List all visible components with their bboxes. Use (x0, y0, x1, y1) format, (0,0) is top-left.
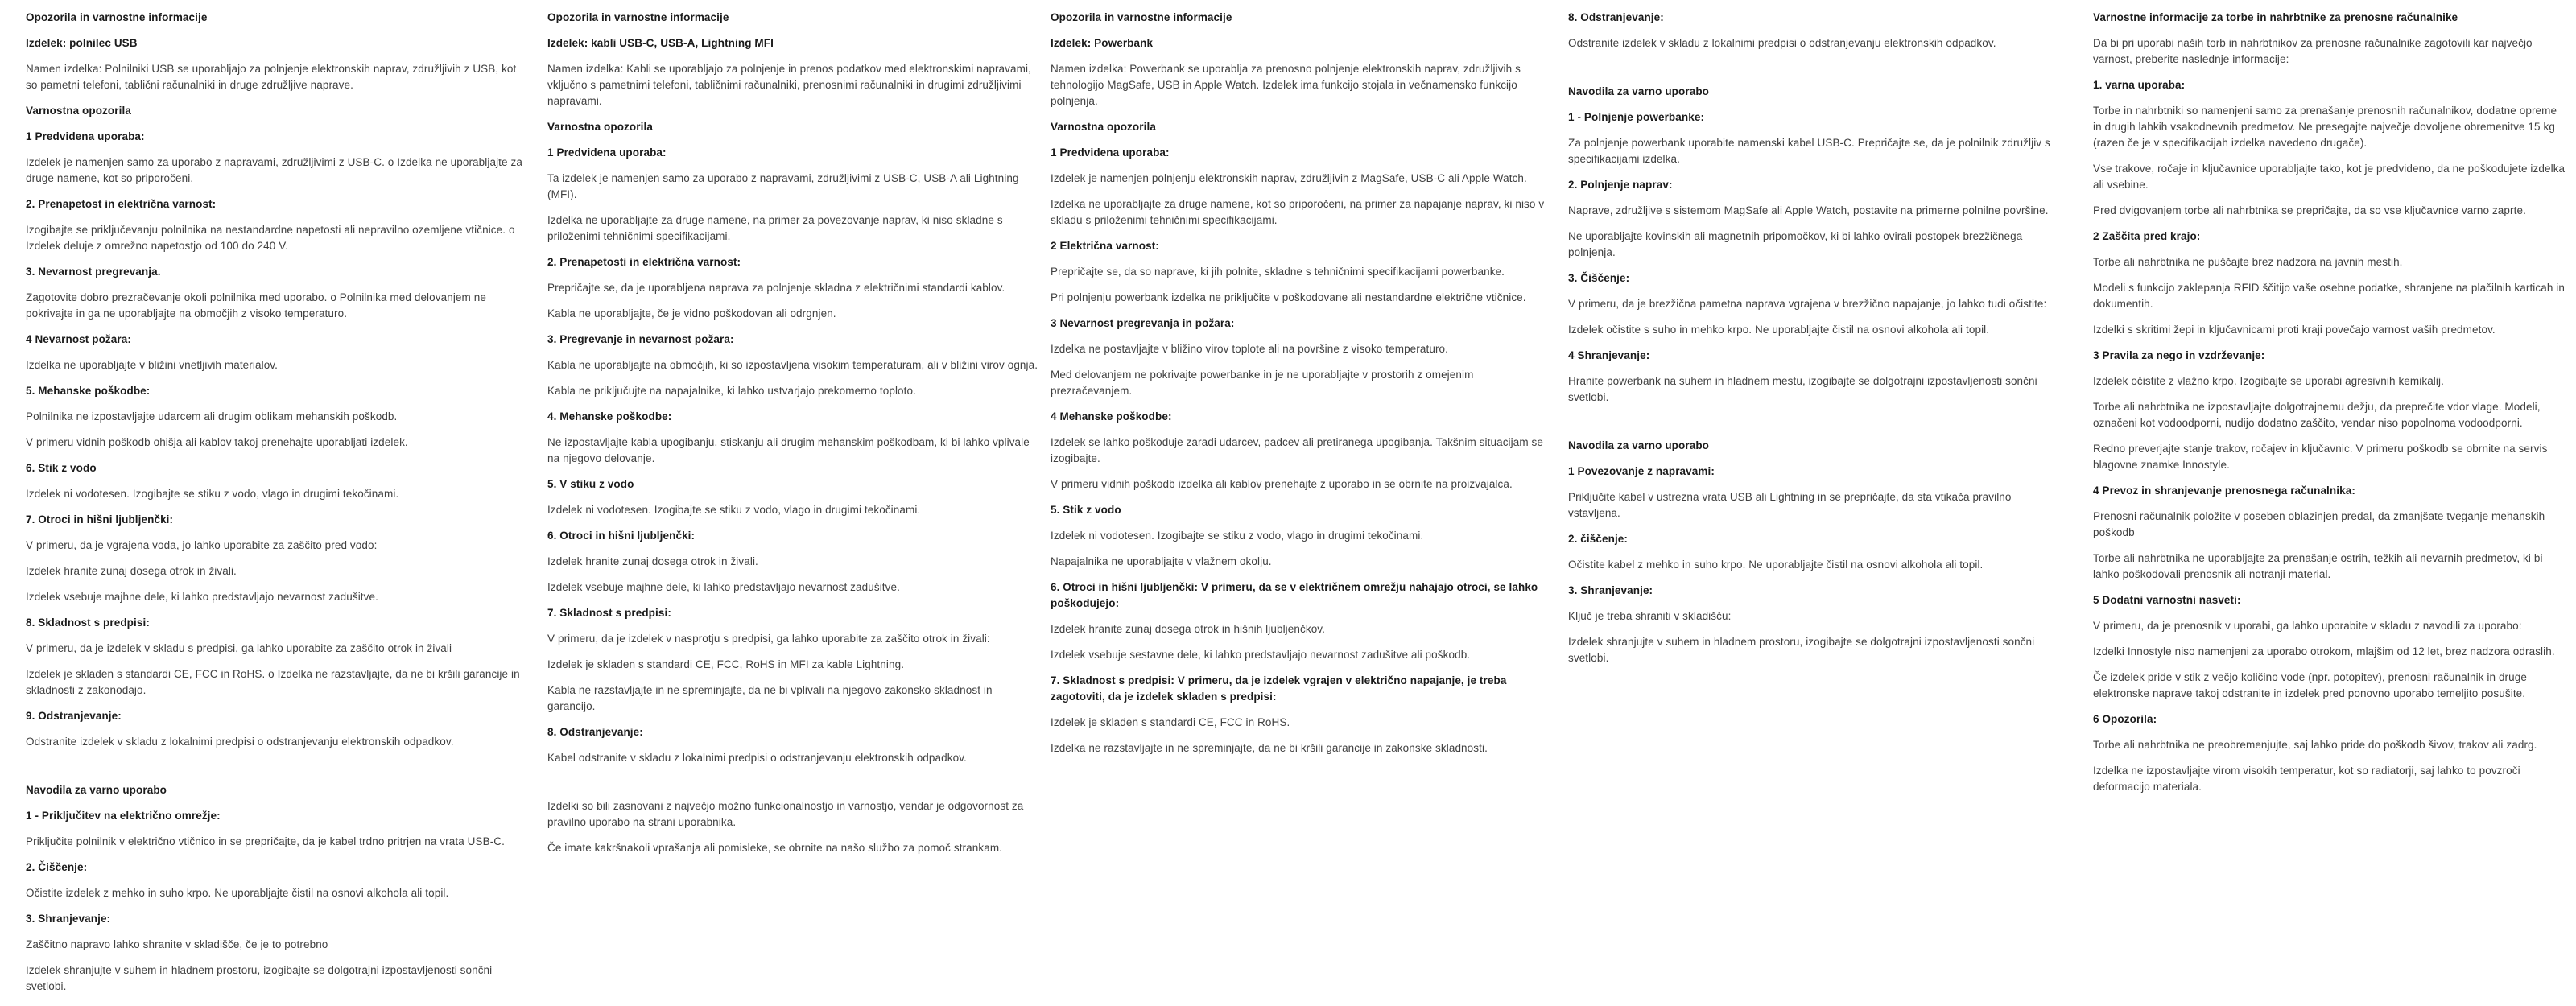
paragraph: Če izdelek pride v stik z večjo količino vode (npr. potopitev), prenosni računalnik in druge elektronske naprave takoj odstranite in izdelek pred ponovno uporabo temeljito posušite. (2093, 671, 2527, 699)
section-heading: 8. Skladnost s predpisi: (26, 616, 150, 629)
column-powerbank-continued (1568, 10, 2062, 676)
section-heading: 3. Pregrevanje in nevarnost požara: (547, 333, 734, 345)
paragraph: Naprave, združljive s sistemom MagSafe ali Apple Watch, postavite na primerne polnilne površine. (1568, 204, 2049, 216)
paragraph: Izdelek ni vodotesen. Izogibajte se stiku z vodo, vlago in drugimi tekočinami. (547, 504, 921, 516)
column-powerbank (1051, 10, 1553, 766)
section-heading: 4 Prevoz in shranjevanje prenosnega računalnika: (2093, 484, 2355, 497)
paragraph: Prenosni računalnik položite v poseben oblazinjen predal, da zmanjšate tveganje mehanskih poškodb (2093, 510, 2545, 538)
paragraph: Vse trakove, ročaje in ključavnice uporabljajte tako, kot je predvideno, da ne poškodujete izdelka ali vsebine. (2093, 163, 2566, 191)
paragraph: Pri polnjenju powerbank izdelka ne priključite v poškodovane ali nestandardne električne vtičnice. (1051, 291, 1526, 303)
section-heading: 1 - Priključitev na električno omrežje: (26, 810, 221, 822)
section-heading: 7. Skladnost s predpisi: (547, 607, 671, 619)
paragraph: Odstranite izdelek v skladu z lokalnimi predpisi o odstranjevanju elektronskih odpadkov. (1568, 37, 1996, 49)
section-heading: 6 Opozorila: (2093, 713, 2157, 725)
paragraph: V primeru, da je izdelek v nasprotju s predpisi, ga lahko uporabite za zaščito otrok in živali: (547, 633, 990, 645)
paragraph: Izdelek shranjujte v suhem in hladnem prostoru, izogibajte se dolgotrajni izpostavljenosti sončni svetlobi. (26, 964, 493, 992)
section-heading: Varnostna opozorila (26, 105, 131, 117)
paragraph: Redno preverjajte stanje trakov, ročajev in ključavnic. V primeru poškodb se obrnite na servis blagovne znamke Innostyle. (2093, 443, 2548, 471)
section-heading: 3. Shranjevanje: (26, 913, 111, 925)
section-gap (1568, 61, 2062, 84)
paragraph: V primeru vidnih poškodb izdelka ali kablov prenehajte z uporabo in se obrnite na proizvajalca. (1051, 478, 1513, 490)
paragraph: V primeru, da je prenosnik v uporabi, ga lahko uporabite v skladu z navodili za uporabo: (2093, 620, 2522, 632)
section-heading: 5. V stiku z vodo (547, 478, 634, 490)
paragraph: Kabla ne uporabljajte, če je vidno poškodovan ali odrgnjen. (547, 307, 836, 320)
section-heading: 2. Polnjenje naprav: (1568, 179, 1673, 191)
paragraph: Namen izdelka: Polnilniki USB se uporabljajo za polnjenje elektronskih naprav, združljivih z USB, kot so pametni telefoni, tablični računalniki in druge združljive naprave. (26, 63, 517, 91)
paragraph: Izogibajte se priključevanju polnilnika na nestandardne napetosti ali nepravilno ozemljene vtičnice. o Izdelek deluje z omrežno napetostjo od 100 do 240 V. (26, 224, 515, 252)
section-heading: 1 Predvidena uporaba: (26, 130, 145, 142)
paragraph: Kabel odstranite v skladu z lokalnimi predpisi o odstranjevanju elektronskih odpadkov. (547, 752, 967, 764)
section-heading: Izdelek: Powerbank (1051, 37, 1154, 49)
section-heading: 3. Shranjevanje: (1568, 584, 1653, 596)
paragraph: Prepričajte se, da je uporabljena naprava za polnjenje skladna z električnimi standardi kablov. (547, 282, 1005, 294)
section-heading: 6. Stik z vodo (26, 462, 97, 474)
paragraph: Za polnjenje powerbank uporabite namenski kabel USB-C. Prepričajte se, da je polnilnik združljiv s specifikacijami izdelka. (1568, 137, 2050, 165)
section-heading: Varnostna opozorila (547, 121, 653, 133)
section-heading: 4 Nevarnost požara: (26, 333, 131, 345)
paragraph: Zaščitno napravo lahko shranite v skladišče, če je to potrebno (26, 938, 328, 950)
paragraph: Hranite powerbank na suhem in hladnem mestu, izogibajte se dolgotrajni izpostavljenosti sončni svetlobi. (1568, 375, 2037, 403)
section-heading: 4. Mehanske poškodbe: (547, 410, 672, 423)
paragraph: Če imate kakršnakoli vprašanja ali pomisleke, se obrnite na našo službo za pomoč strankam. (547, 842, 1003, 854)
paragraph: Izdelek vsebuje majhne dele, ki lahko predstavljajo nevarnost zadušitve. (26, 591, 378, 603)
section-heading: 4 Shranjevanje: (1568, 349, 1650, 361)
paragraph: Zagotovite dobro prezračevanje okoli polnilnika med uporabo. o Polnilnika med delovanjem ne pokrivajte in ga ne uporabljajte na območjih z visoko temperaturo. (26, 291, 486, 320)
paragraph: Izdelki s skritimi žepi in ključavnicami proti kraji povečajo varnost vaših predmetov. (2093, 324, 2496, 336)
paragraph: Namen izdelka: Powerbank se uporablja za prenosno polnjenje elektronskih naprav, združljivih s tehnologijo MagSafe, USB in Apple Watch. Izdelek ima funkcijo stojala in večnamensko funkcijo polnjenja. (1051, 63, 1521, 107)
section-heading: 7. Skladnost s predpisi: V primeru, da je izdelek vgrajen v električno napajanje, je treba zagotoviti, da je izdelek skladen s predpisi: (1051, 674, 1507, 703)
section-heading: 5. Mehanske poškodbe: (26, 385, 151, 397)
paragraph: V primeru vidnih poškodb ohišja ali kablov takoj prenehajte uporabljati izdelek. (26, 436, 408, 448)
paragraph: Izdelek je namenjen polnjenju elektronskih naprav, združljivih z MagSafe, USB-C ali Apple Watch. (1051, 172, 1527, 184)
section-heading: Izdelek: kabli USB-C, USB-A, Lightning MFI (547, 37, 774, 49)
paragraph: Pred dvigovanjem torbe ali nahrbtnika se prepričajte, da so vse ključavnice varno zaprte. (2093, 204, 2526, 216)
paragraph: Izdelek očistite z vlažno krpo. Izogibajte se uporabi agresivnih kemikalij. (2093, 375, 2444, 387)
paragraph: Izdelka ne uporabljajte v bližini vnetljivih materialov. (26, 359, 279, 371)
paragraph: Ne uporabljajte kovinskih ali magnetnih pripomočkov, ki bi lahko ovirali postopek brezžičnega polnjenja. (1568, 230, 2023, 258)
paragraph: Polnilnika ne izpostavljajte udarcem ali drugim oblikam mehanskih poškodb. (26, 410, 398, 423)
section-heading: 3. Nevarnost pregrevanja. (26, 266, 161, 278)
paragraph: Kabla ne priključujte na napajalnike, ki lahko ustvarjajo prekomerno toploto. (547, 385, 916, 397)
section-heading: 4 Mehanske poškodbe: (1051, 410, 1172, 423)
section-gap (1568, 415, 2062, 438)
column-usb-charger (26, 10, 523, 1004)
section-heading: Navodila za varno uporabo (26, 784, 167, 796)
paragraph: Izdelka ne postavljajte v bližino virov toplote ali na površine z visoko temperaturo. (1051, 343, 1448, 355)
section-heading: 6. Otroci in hišni ljubljenčki: (547, 530, 696, 542)
section-heading: 8. Odstranjevanje: (547, 726, 643, 738)
paragraph: Ta izdelek je namenjen samo za uporabo z napravami, združljivimi z USB-C, USB-A ali Lightning (MFI). (547, 172, 1019, 200)
paragraph: Priključite polnilnik v električno vtičnico in se prepričajte, da je kabel trdno pritrjen na vrata USB-C. (26, 835, 506, 847)
section-heading: 1. varna uporaba: (2093, 79, 2186, 91)
section-heading: 5. Stik z vodo (1051, 504, 1121, 516)
section-heading: 2 Zaščita pred krajo: (2093, 230, 2201, 242)
paragraph: Izdelek hranite zunaj dosega otrok in živali. (547, 555, 758, 567)
paragraph: Izdelek shranjujte v suhem in hladnem prostoru, izogibajte se dolgotrajni izpostavljenosti sončni svetlobi. (1568, 636, 2035, 664)
section-heading: Izdelek: polnilec USB (26, 37, 138, 49)
section-heading: 3 Pravila za nego in vzdrževanje: (2093, 349, 2265, 361)
paragraph: Izdelka ne razstavljajte in ne spreminjajte, da ne bi kršili garancije in zakonske skladnosti. (1051, 742, 1488, 754)
paragraph: Odstranite izdelek v skladu z lokalnimi predpisi o odstranjevanju elektronskih odpadkov. (26, 736, 454, 748)
paragraph: Torbe ali nahrbtnika ne puščajte brez nadzora na javnih mestih. (2093, 256, 2403, 268)
section-heading: Navodila za varno uporabo (1568, 439, 1710, 451)
section-heading: Varnostne informacije za torbe in nahrbtnike za prenosne računalnike (2093, 11, 2458, 23)
paragraph: Kabla ne uporabljajte na območjih, ki so izpostavljena visokim temperaturam, ali v bližini virov ognja. (547, 359, 1038, 371)
paragraph: Prepričajte se, da so naprave, ki jih polnite, skladne s tehničnimi specifikacijami powerbanke. (1051, 266, 1505, 278)
paragraph: Izdelek ni vodotesen. Izogibajte se stiku z vodo, vlago in drugimi tekočinami. (26, 488, 399, 500)
section-heading: 2 Električna varnost: (1051, 240, 1159, 252)
paragraph: Torbe ali nahrbtnika ne izpostavljajte dolgotrajnemu dežju, da preprečite vdor vlage. Modeli, označeni kot vodoodporni, nudijo dodatno zaščito, vendar niso popolnoma vodoodporni. (2093, 401, 2541, 429)
paragraph: Očistite izdelek z mehko in suho krpo. Ne uporabljajte čistil na osnovi alkohola ali topil. (26, 887, 449, 899)
paragraph: Izdelek vsebuje majhne dele, ki lahko predstavljajo nevarnost zadušitve. (547, 581, 900, 593)
section-heading: Navodila za varno uporabo (1568, 85, 1710, 97)
paragraph: Modeli s funkcijo zaklepanja RFID ščitijo vaše osebne podatke, shranjene na plačilnih karticah in dokumentih. (2093, 282, 2566, 310)
column-cables (547, 10, 1042, 866)
section-heading: 2. Prenapetosti in električna varnost: (547, 256, 741, 268)
section-heading: Opozorila in varnostne informacije (1051, 11, 1232, 23)
section-heading: 3. Čiščenje: (1568, 272, 1630, 284)
section-heading: Opozorila in varnostne informacije (547, 11, 729, 23)
paragraph: Da bi pri uporabi naših torb in nahrbtnikov za prenosne računalnike zagotovili kar največjo varnost, preberite naslednje informacije: (2093, 37, 2533, 65)
paragraph: Kabla ne razstavljajte in ne spreminjajte, da ne bi vplivali na njegovo zakonsko skladnost in garancijo. (547, 684, 993, 712)
paragraph: Izdelka ne izpostavljajte virom visokih temperatur, kot so radiatorji, saj lahko to povzroči deformacijo materiala. (2093, 765, 2520, 793)
paragraph: Izdelek ni vodotesen. Izogibajte se stiku z vodo, vlago in drugimi tekočinami. (1051, 530, 1424, 542)
paragraph: Napajalnika ne uporabljajte v vlažnem okolju. (1051, 555, 1272, 567)
paragraph: Namen izdelka: Kabli se uporabljajo za polnjenje in prenos podatkov med elektronskimi napravami, vključno s pametnimi telefoni, tabličnimi računalniki, prenosnimi računalniki in drugimi združljivimi napravami. (547, 63, 1031, 107)
section-heading: 6. Otroci in hišni ljubljenčki: V primeru, da se v električnem omrežju nahajajo otroci, se lahko poškodujejo: (1051, 581, 1538, 609)
section-heading: 1 - Polnjenje powerbanke: (1568, 111, 1705, 123)
paragraph: Izdelek je namenjen samo za uporabo z napravami, združljivimi z USB-C. o Izdelka ne uporabljajte za druge namene, kot so priporočeni. (26, 156, 522, 184)
paragraph: Izdelki Innostyle niso namenjeni za uporabo otrokom, mlajšim od 12 let, brez nadzora odraslih. (2093, 645, 2555, 658)
paragraph: Izdelek je skladen s standardi CE, FCC in RoHS. o Izdelka ne razstavljajte, da ne bi kršili garancije in skladnosti z zakonodajo. (26, 668, 520, 696)
section-heading: 3 Nevarnost pregrevanja in požara: (1051, 317, 1235, 329)
section-heading: 7. Otroci in hišni ljubljenčki: (26, 513, 174, 526)
paragraph: Izdelka ne uporabljajte za druge namene, na primer za povezovanje naprav, ki niso skladne s priloženimi tehničnimi specifikacijami. (547, 214, 1003, 242)
paragraph: Izdelek očistite s suho in mehko krpo. Ne uporabljajte čistil na osnovi alkohola ali topil. (1568, 324, 1990, 336)
section-heading: 1 Predvidena uporaba: (1051, 146, 1170, 159)
paragraph: Ključ je treba shraniti v skladišču: (1568, 610, 1732, 622)
section-heading: 2. čiščenje: (1568, 533, 1628, 545)
paragraph: Med delovanjem ne pokrivajte powerbanke in je ne uporabljajte v prostorih z omejenim prezračevanjem. (1051, 369, 1474, 397)
paragraph: Izdelka ne uporabljajte za druge namene, kot so priporočeni, na primer za napajanje naprav, ki niso v skladu s priloženimi tehničnimi specifikacijami. (1051, 198, 1545, 226)
paragraph: Izdelek se lahko poškoduje zaradi udarcev, padcev ali pretiranega upogibanja. Takšnim situacijam se izogibajte. (1051, 436, 1544, 464)
paragraph: Očistite kabel z mehko in suho krpo. Ne uporabljajte čistil na osnovi alkohola ali topil. (1568, 559, 1984, 571)
paragraph: Priključite kabel v ustrezna vrata USB ali Lightning in se prepričajte, da sta vtikača pravilno vstavljena. (1568, 491, 2012, 519)
section-heading: 9. Odstranjevanje: (26, 710, 122, 722)
paragraph: Torbe in nahrbtniki so namenjeni samo za prenašanje prenosnih računalnikov, dodatne opreme in drugih lahkih vsakodnevnih predmetov. Ne presegajte največje dovoljene obremenitve 15 kg (razen če je v specifikacijah izdelka navedeno drugače). (2093, 105, 2557, 149)
paragraph: Ne izpostavljajte kabla upogibanju, stiskanju ali drugim mehanskim poškodbam, ki bi lahko vplivale na njegovo delovanje. (547, 436, 1030, 464)
paragraph: Torbe ali nahrbtnika ne uporabljajte za prenašanje ostrih, težkih ali nevarnih predmetov, ki bi lahko poškodovali prenosnik ali notranji material. (2093, 552, 2543, 580)
paragraph: Torbe ali nahrbtnika ne preobremenjujte, saj lahko pride do poškodb šivov, trakov ali zadrg. (2093, 739, 2537, 751)
section-gap (547, 776, 1042, 798)
paragraph: V primeru, da je brezžična pametna naprava vgrajena v brezžično napajanje, jo lahko tudi očistite: (1568, 298, 2047, 310)
section-gap (26, 760, 523, 782)
paragraph: Izdelek je skladen s standardi CE, FCC in RoHS. (1051, 716, 1290, 728)
section-heading: 2. Prenapetost in električna varnost: (26, 198, 217, 210)
section-heading: 8. Odstranjevanje: (1568, 11, 1664, 23)
paragraph: Izdelki so bili zasnovani z največjo možno funkcionalnostjo in varnostjo, vendar je odgovornost za pravilno uporabo na strani uporabnika. (547, 800, 1024, 828)
paragraph: Izdelek je skladen s standardi CE, FCC, RoHS in MFI za kable Lightning. (547, 658, 905, 670)
section-heading: 1 Predvidena uporaba: (547, 146, 667, 159)
section-heading: Opozorila in varnostne informacije (26, 11, 208, 23)
paragraph: Izdelek hranite zunaj dosega otrok in hišnih ljubljenčkov. (1051, 623, 1325, 635)
section-heading: Varnostna opozorila (1051, 121, 1156, 133)
paragraph: Izdelek vsebuje sestavne dele, ki lahko predstavljajo nevarnost zadušitve ali poškodb. (1051, 649, 1471, 661)
section-heading: 2. Čiščenje: (26, 861, 88, 873)
section-heading: 5 Dodatni varnostni nasveti: (2093, 594, 2241, 606)
paragraph: V primeru, da je vgrajena voda, jo lahko uporabite za zaščito pred vodo: (26, 539, 378, 551)
section-heading: 1 Povezovanje z napravami: (1568, 465, 1715, 477)
column-laptop-bags (2093, 10, 2566, 805)
paragraph: V primeru, da je izdelek v skladu s predpisi, ga lahko uporabite za zaščito otrok in živali (26, 642, 452, 654)
paragraph: Izdelek hranite zunaj dosega otrok in živali. (26, 565, 237, 577)
